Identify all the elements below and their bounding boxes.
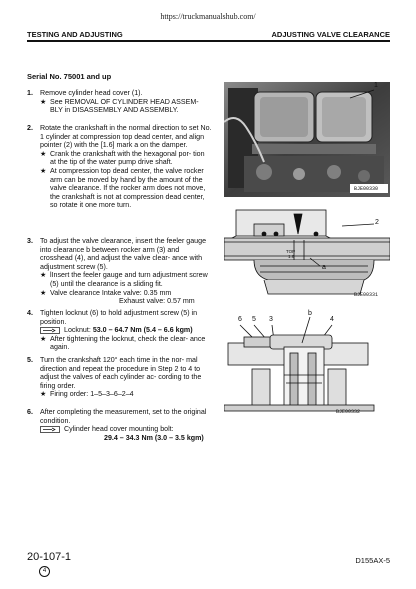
figure-code: BJE00332 bbox=[336, 409, 361, 415]
step-1 bbox=[27, 89, 212, 115]
step-number: 5. bbox=[27, 356, 33, 364]
star-icon: ★ bbox=[40, 334, 47, 343]
step-2 bbox=[27, 124, 212, 210]
callout-6: 6 bbox=[238, 316, 242, 323]
figure-code: BJE00330 bbox=[354, 186, 379, 192]
step-number: 4. bbox=[27, 309, 33, 317]
star-icon: ★ bbox=[40, 271, 47, 280]
dial-top-label: TOP bbox=[286, 249, 296, 254]
figure-cylinder-head-photo bbox=[224, 82, 390, 197]
step-text: Rotate the crankshaft in the normal direction to set No. 1 cylinder at compression top dead center, and align pointer (2) with the [1.6] mark a on the damper. bbox=[40, 124, 212, 150]
step-note: ★ lInsert the feeler gauge and turn adjustment screw (5) until the clearance is a sliding fit. bbox=[40, 271, 208, 288]
step-number: 2. bbox=[27, 124, 33, 132]
callout-1: 1 bbox=[374, 82, 378, 89]
step-number: 1. bbox=[27, 89, 33, 97]
figure-code: BJE00331 bbox=[354, 292, 379, 298]
step-note: ★ Firing order: 1–5–3–6–2–4 bbox=[40, 390, 134, 399]
step-text: To adjust the valve clearance, insert the feeler gauge into clearance b between rocker arm (3) and crosshead (4), and adjust the valve clear- ance with adjustment screw (5). bbox=[40, 237, 207, 271]
step-text: Turn the crankshaft 120° each time in the nor- mal direction and repeat the procedure in Step 2 to 4 to adjust the valves of each cylinder ac- cording to the firing order. bbox=[40, 356, 202, 390]
step-note: ★ Valve clearance Intake valve: 0.35 mm bbox=[40, 288, 172, 297]
step-3 bbox=[27, 237, 212, 306]
page-number: 20-107-1 bbox=[27, 551, 72, 563]
dial-mark-label: 1.6 bbox=[288, 254, 295, 259]
torque-wrench-icon bbox=[40, 327, 60, 334]
model-number: D155AX-5 bbox=[355, 556, 390, 565]
step-note-cont: Exhaust valve: 0.57 mm bbox=[119, 297, 195, 306]
step-note: ★ After tightening the locknut, check the clear- ance again. bbox=[40, 334, 206, 352]
step-note: ★ Crank the crankshaft with the hexagonal por- tion at the tip of the water pump drive shaft. bbox=[40, 149, 205, 167]
star-icon: ★ bbox=[40, 166, 47, 175]
section-title: TESTING AND ADJUSTING bbox=[27, 30, 123, 39]
step-number: 3. bbox=[27, 237, 33, 245]
callout-5: 5 bbox=[252, 316, 256, 323]
engine-photo bbox=[224, 82, 390, 197]
step-note: ★ At compression top dead center, the valve rocker arm can be moved by hand by the amount of the valve clearance. If the rocker arm does not move, the crankshaft is not at compression dead center, so rotate it one more turn. bbox=[40, 166, 206, 210]
callout-a: a bbox=[322, 264, 326, 271]
step-note: ★ See REMOVAL OF CYLINDER HEAD ASSEM- BLY in DISASSEMBLY AND ASSEMBLY. bbox=[40, 97, 199, 115]
star-icon: ★ bbox=[40, 288, 47, 297]
step-5 bbox=[27, 356, 212, 399]
step-text: After completing the measurement, set to the original condition. bbox=[40, 408, 207, 425]
source-url[interactable]: https://truckmanualshub.com/ bbox=[160, 12, 256, 21]
callout-2: 2 bbox=[375, 219, 379, 226]
page-title: ADJUSTING VALVE CLEARANCE bbox=[271, 30, 390, 39]
callout-b: b bbox=[308, 310, 312, 317]
torque-value: 29.4 – 34.3 Nm (3.0 – 3.5 kgm) bbox=[104, 433, 204, 442]
step-number: 6. bbox=[27, 408, 33, 416]
step-4 bbox=[27, 309, 212, 352]
figure-rocker-arm bbox=[224, 310, 390, 419]
star-icon: ★ bbox=[40, 390, 47, 399]
callout-4: 4 bbox=[330, 316, 334, 323]
step-text: Remove cylinder head cover (1). bbox=[40, 89, 143, 97]
serial-heading: Serial No. 75001 and up bbox=[27, 72, 112, 81]
torque-spec: Cylinder head cover mounting bolt: bbox=[40, 425, 212, 434]
step-text: Tighten locknut (6) to hold adjustment screw (5) in position. bbox=[40, 309, 198, 326]
step-6 bbox=[27, 408, 212, 442]
figure-damper-mark bbox=[224, 206, 390, 302]
torque-wrench-icon bbox=[40, 426, 60, 433]
rocker-arm-diagram bbox=[224, 313, 390, 419]
header-rule bbox=[27, 40, 390, 42]
torque-spec: Locknut: 53.0 – 64.7 Nm (5.4 – 6.6 kgm) bbox=[40, 326, 212, 335]
revision-mark: 4 bbox=[39, 566, 50, 577]
callout-3: 3 bbox=[269, 316, 273, 323]
star-icon: ★ bbox=[40, 97, 47, 106]
star-icon: ★ bbox=[40, 149, 47, 158]
damper-diagram bbox=[224, 206, 390, 302]
